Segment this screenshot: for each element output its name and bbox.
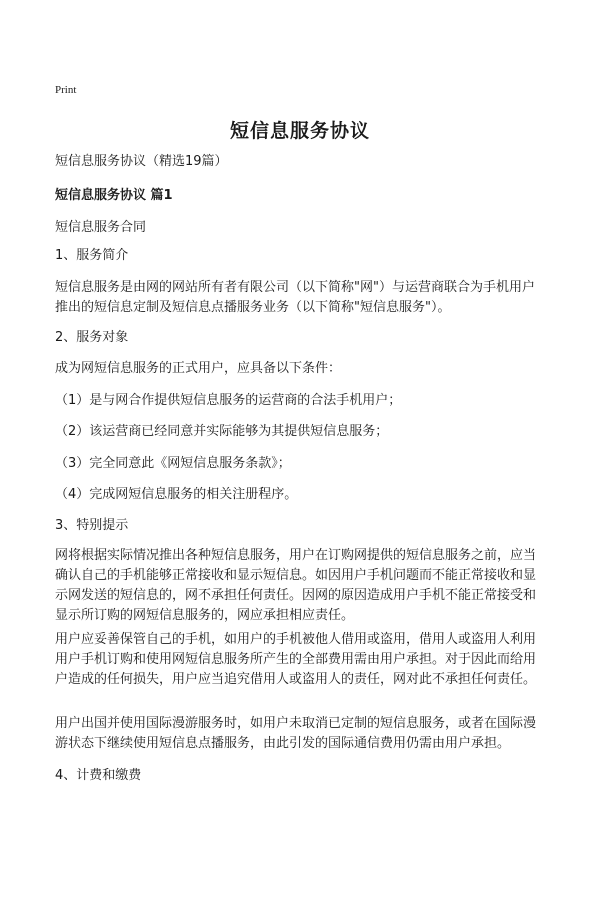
s1-paragraph: 短信息服务是由网的网站所有者有限公司（以下简称"网"）与运营商联合为手机用户推出的短信息定制及短信息点播服务业务（以下简称"短信息服务"）。 [55,280,535,315]
s3-heading: 3、特别提示 [55,518,129,533]
print-label[interactable]: Print [55,84,77,96]
s2-item-3: （3）完全同意此《网短信息服务条款》； [55,456,291,471]
s2-item-1: （1）是与网合作提供短信息服务的运营商的合法手机用户； [55,393,402,408]
s3-paragraph-3: 用户出国并使用国际漫游服务时，如用户未取消已定制的短信息服务，或者在国际漫游状态下继续使用短信息点播服务，由此引发的国际通信费用仍需由用户承担。 [55,716,537,751]
contract-name: 短信息服务合同 [55,220,147,235]
document-subtitle: 短信息服务协议（精选19篇） [55,154,228,169]
section-heading: 短信息服务协议 篇1 [55,188,173,203]
s3-paragraph-1: 网将根据实际情况推出各种短信息服务，用户在订购网提供的短信息服务之前，应当确认自己的手机能够正常接收和显示短信息。如因用户手机问题而不能正常接收和显示网发送的短信息的，网不承担任何责任。因网的原因造成用户手机不能正常接受和显示所订购的网短信息服务的，网应承担相应责任。 [55,548,537,623]
s3-paragraph-2: 用户应妥善保管自己的手机，如用户的手机被他人借用或盗用，借用人或盗用人利用用户手机订购和使用网短信息服务所产生的全部费用需由用户承担。对于因此而给用户造成的任何损失，用户应当追究借用人或盗用人的责任，网对此不承担任何责任。 [55,632,537,687]
s2-item-4: （4）完成网短信息服务的相关注册程序。 [55,487,298,502]
s4-heading: 4、计费和缴费 [55,768,142,783]
s2-intro: 成为网短信息服务的正式用户，应具备以下条件： [55,361,342,376]
s2-heading: 2、服务对象 [55,330,129,345]
s2-item-2: （2）该运营商已经同意并实际能够为其提供短信息服务； [55,424,389,439]
page-title: 短信息服务协议 [229,120,370,142]
s1-heading: 1、服务简介 [55,248,129,263]
